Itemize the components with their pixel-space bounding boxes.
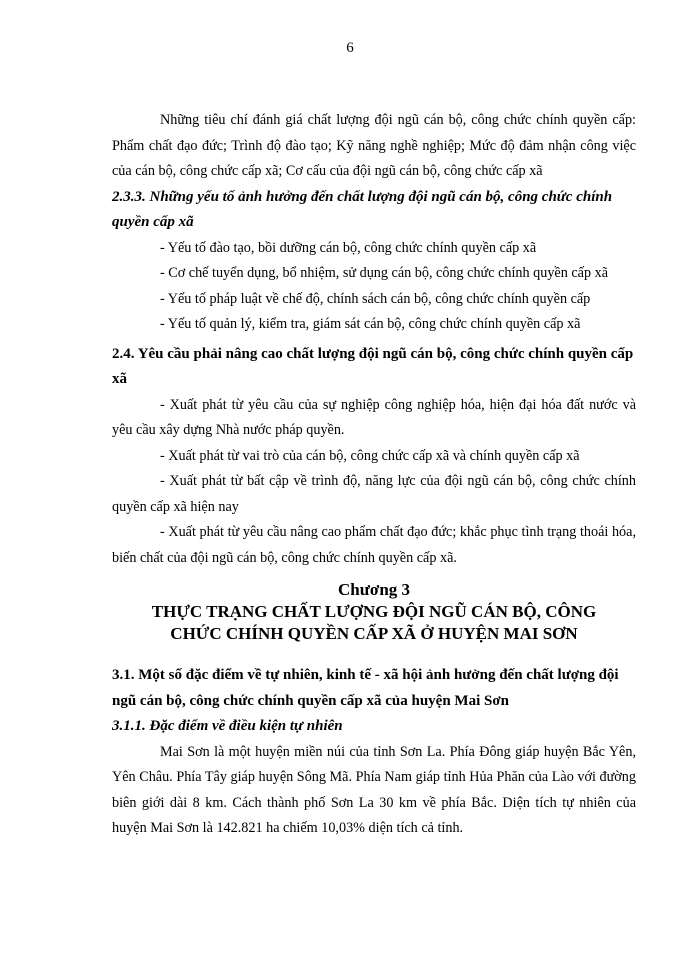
- spacer: [112, 645, 636, 663]
- page-number: 6: [346, 40, 354, 56]
- factor-item: - Yếu tố pháp luật về chế độ, chính sách cán bộ, công chức chính quyền cấp: [160, 290, 591, 307]
- chapter-title-line-2: CHỨC CHÍNH QUYỀN CẤP XÃ Ở HUYỆN MAI SƠN: [170, 624, 578, 643]
- chapter-label: Chương 3: [337, 580, 411, 599]
- requirement-item: - Xuất phát từ yêu cầu nâng cao phẩm chất đạo đức; khắc phục tình trạng thoái hóa, biến chất của đội ngũ cán bộ, công chức chính quyền cấp xã.: [112, 524, 636, 566]
- requirement-item: - Xuất phát từ bất cập về trình độ, năng lực của đội ngũ cán bộ, công chức chính quyền cấp xã hiện nay: [112, 473, 636, 515]
- factor-item: - Cơ chế tuyển dụng, bổ nhiệm, sử dụng cán bộ, công chức chính quyền cấp xã: [160, 265, 609, 281]
- heading-3-1: 3.1. Một số đặc điểm về tự nhiên, kinh tế - xã hội ảnh hưởng đến chất lượng đội ngũ cán bộ, công chức chính quyền cấp xã của huyện Mai Sơn: [112, 667, 619, 709]
- factor-item: - Yếu tố quản lý, kiểm tra, giám sát cán bộ, công chức chính quyền cấp xã: [160, 316, 581, 332]
- paragraph-criteria: Những tiêu chí đánh giá chất lượng đội ngũ cán bộ, công chức chính quyền cấp: Phẩm chất đạo đức; Trình độ đào tạo; Kỹ năng nghề nghiệp; Mức độ đảm nhận công việc của cán bộ, công chức cấp xã; Cơ cấu của đội ngũ cán bộ, công chức cấp xã: [112, 112, 636, 179]
- chapter-title-line-1: THỰC TRẠNG CHẤT LƯỢNG ĐỘI NGŨ CÁN BỘ, CÔNG: [151, 602, 597, 621]
- requirement-item: - Xuất phát từ vai trò của cán bộ, công chức cấp xã và chính quyền cấp xã: [160, 447, 580, 464]
- factor-item: - Yếu tố đào tạo, bồi dưỡng cán bộ, công chức chính quyền cấp xã: [160, 239, 537, 256]
- heading-3-1-1: 3.1.1. Đặc điểm về điều kiện tự nhiên: [112, 718, 343, 734]
- requirement-item: - Xuất phát từ yêu cầu của sự nghiệp công nghiệp hóa, hiện đại hóa đất nước và yêu cầu xây dựng Nhà nước pháp quyền.: [112, 396, 636, 438]
- heading-2-4: 2.4. Yêu cầu phải nâng cao chất lượng đội ngũ cán bộ, công chức chính quyền cấp xã: [112, 345, 634, 387]
- heading-2-3-3: 2.3.3. Những yếu tố ảnh hưởng đến chất lượng đội ngũ cán bộ, công chức chính quyền cấp xã: [112, 188, 613, 230]
- page-body: [112, 108, 636, 842]
- paragraph-mai-son: Mai Sơn là một huyện miền núi của tỉnh Sơn La. Phía Đông giáp huyện Bắc Yên, Yên Châu. Phía Tây giáp huyện Sông Mã. Phía Nam giáp tỉnh Hủa Phăn của Lào với đường biên giới dài 8 km. Cách thành phố Sơn La 30 km về phía Bắc. Diện tích tự nhiên của huyện Mai Sơn là 142.821 ha chiếm 10,03% diện tích cả tỉnh.: [112, 743, 636, 836]
